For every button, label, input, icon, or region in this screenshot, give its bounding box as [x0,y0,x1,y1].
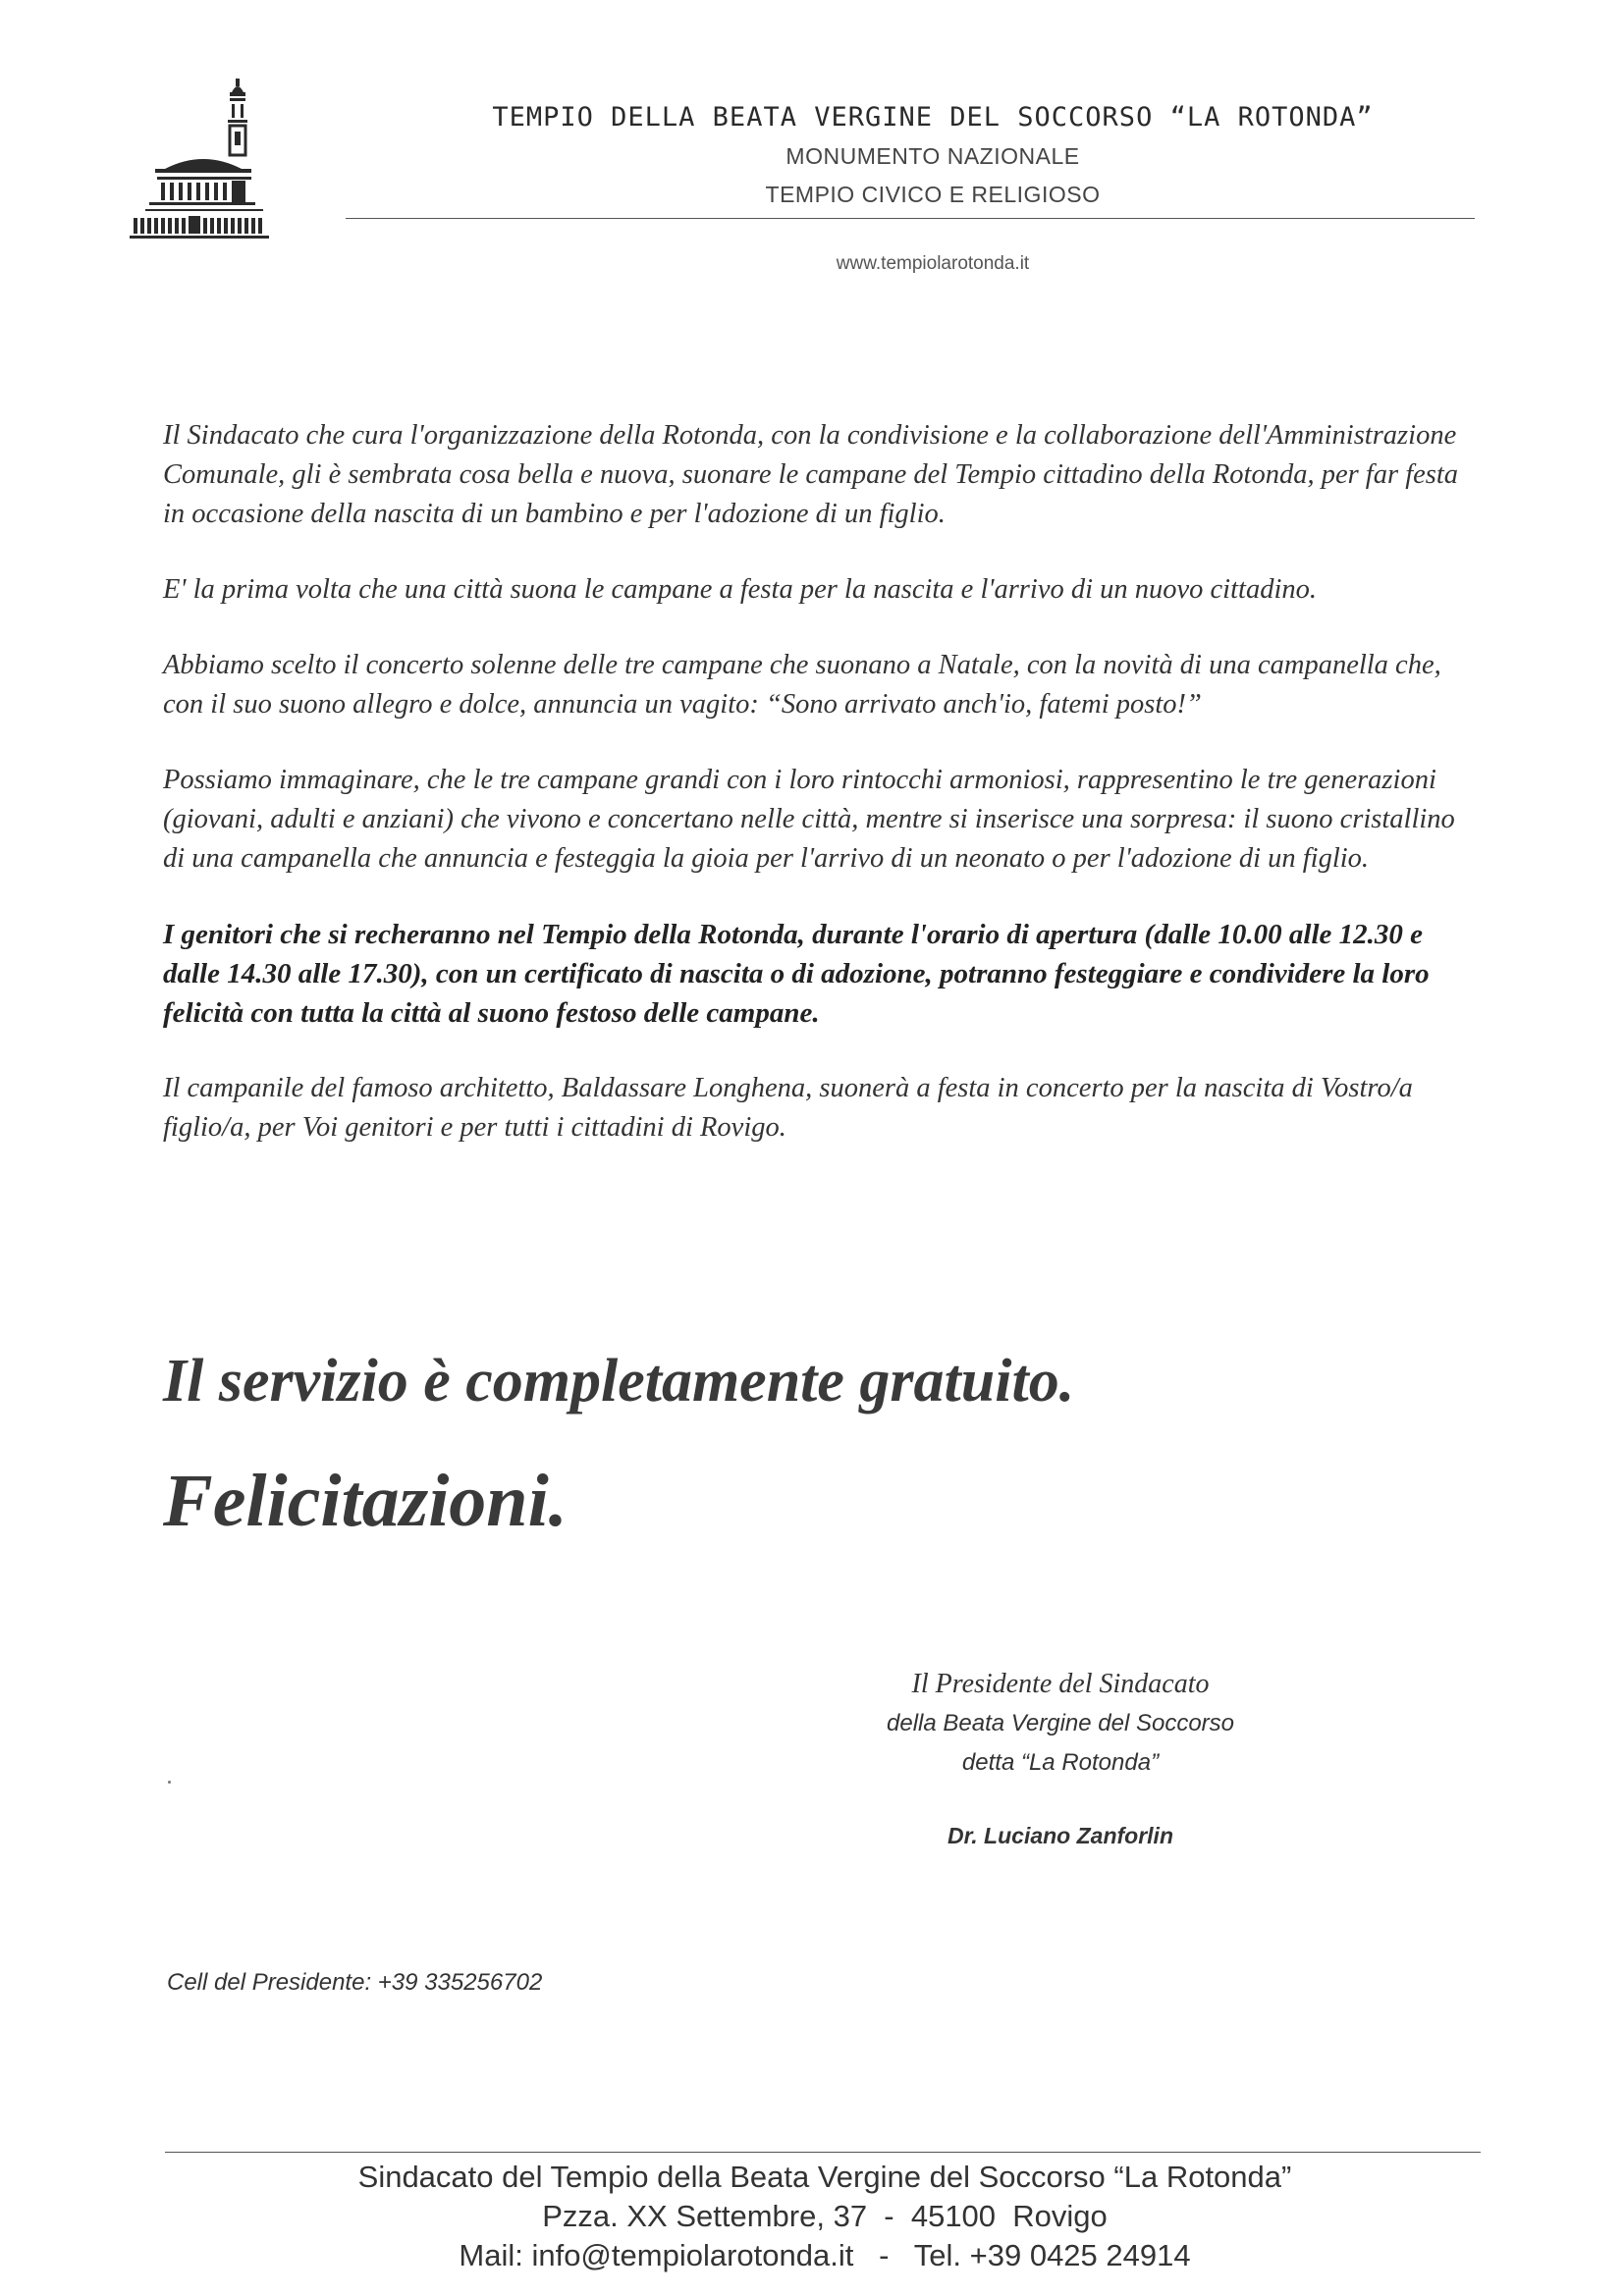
president-cell-phone: Cell del Presidente: +39 335256702 [167,1969,543,1996]
paragraph-bells: Abbiamo scelto il concerto solenne delle tre campane che suonano a Natale, con la novità di una campanella che, con il suo suono allegro e dolce, annuncia un vagito: “Sono arrivato anch'io, fatemi posto!” [163,650,1441,720]
paragraph-bell-tower: Il campanile del famoso architetto, Baldassare Longhena, suonerà a festa in concerto per la nascita di Vostro/a figlio/a, per Voi genitori e per tutti i cittadini di Rovigo. [163,1073,1413,1143]
footer-organization: Sindacato del Tempio della Beata Vergine del Soccorso “La Rotonda” [357,2160,1292,2194]
footer-address: Pzza. XX Settembre, 37 - 45100 Rovigo [542,2199,1108,2233]
header-subtitle-temple: TEMPIO CIVICO E RELIGIOSO [765,182,1101,207]
congratulations-heading: Felicitazioni. [163,1460,568,1542]
website-link[interactable]: www.tempiolarotonda.it [836,253,1030,274]
paragraph-intro: Il Sindacato che cura l'organizzazione della Rotonda, con la condivisione e la collaborazione dell'Amministrazione Comunale, gli è sembrata cosa bella e nuova, suonare le campane del Tempio cittadino della Rotonda, per far festa in occasione della nascita di un bambino e per l'adozione di un figlio. [163,420,1459,529]
header-subtitle-monument: MONUMENTO NAZIONALE [785,143,1080,169]
free-service-heading: Il servizio è completamente gratuito. [163,1348,1075,1415]
header-divider [346,218,1475,219]
footer-divider [165,2152,1481,2153]
signature-nickname: detta “La Rotonda” [961,1749,1160,1776]
footer-contact: Mail: info@tempiolarotonda.it - Tel. +39 0425 24914 [459,2238,1191,2272]
signature-organization: della Beata Vergine del Soccorso [887,1710,1234,1736]
paragraph-generations: Possiamo immaginare, che le tre campane grandi con i loro rintocchi armoniosi, rappresentino le tre generazioni (giovani, adulti e anziani) che vivono e concertano nelle città, mentre si inserisce una sorpresa: il suono cristallino di una campanella che annuncia e festeggia la gioia per l'arrivo di un neonato o per l'adozione di un figlio. [163,765,1455,874]
header-title: TEMPIO DELLA BEATA VERGINE DEL SOCCORSO “LA ROTONDA” [492,102,1374,133]
letter-body [163,416,1469,1184]
rotonda-temple-icon [110,71,297,257]
paragraph-opening-hours: I genitori che si recheranno nel Tempio della Rotonda, durante l'orario di apertura (dalle 10.00 alle 12.30 e dalle 14.30 alle 17.30), con un certificato di nascita o di adozione, potranno festeggiare e condividere la loro felicità con tutta la città al suono festoso delle campane. [163,919,1430,1029]
signature-name: Dr. Luciano Zanforlin [947,1823,1173,1848]
signature-title: Il Presidente del Sindacato [911,1669,1210,1699]
paragraph-first-time: E' la prima volta che una città suona le campane a festa per la nascita e l'arrivo di un nuovo cittadino. [163,574,1317,605]
scan-speck [168,1781,171,1784]
